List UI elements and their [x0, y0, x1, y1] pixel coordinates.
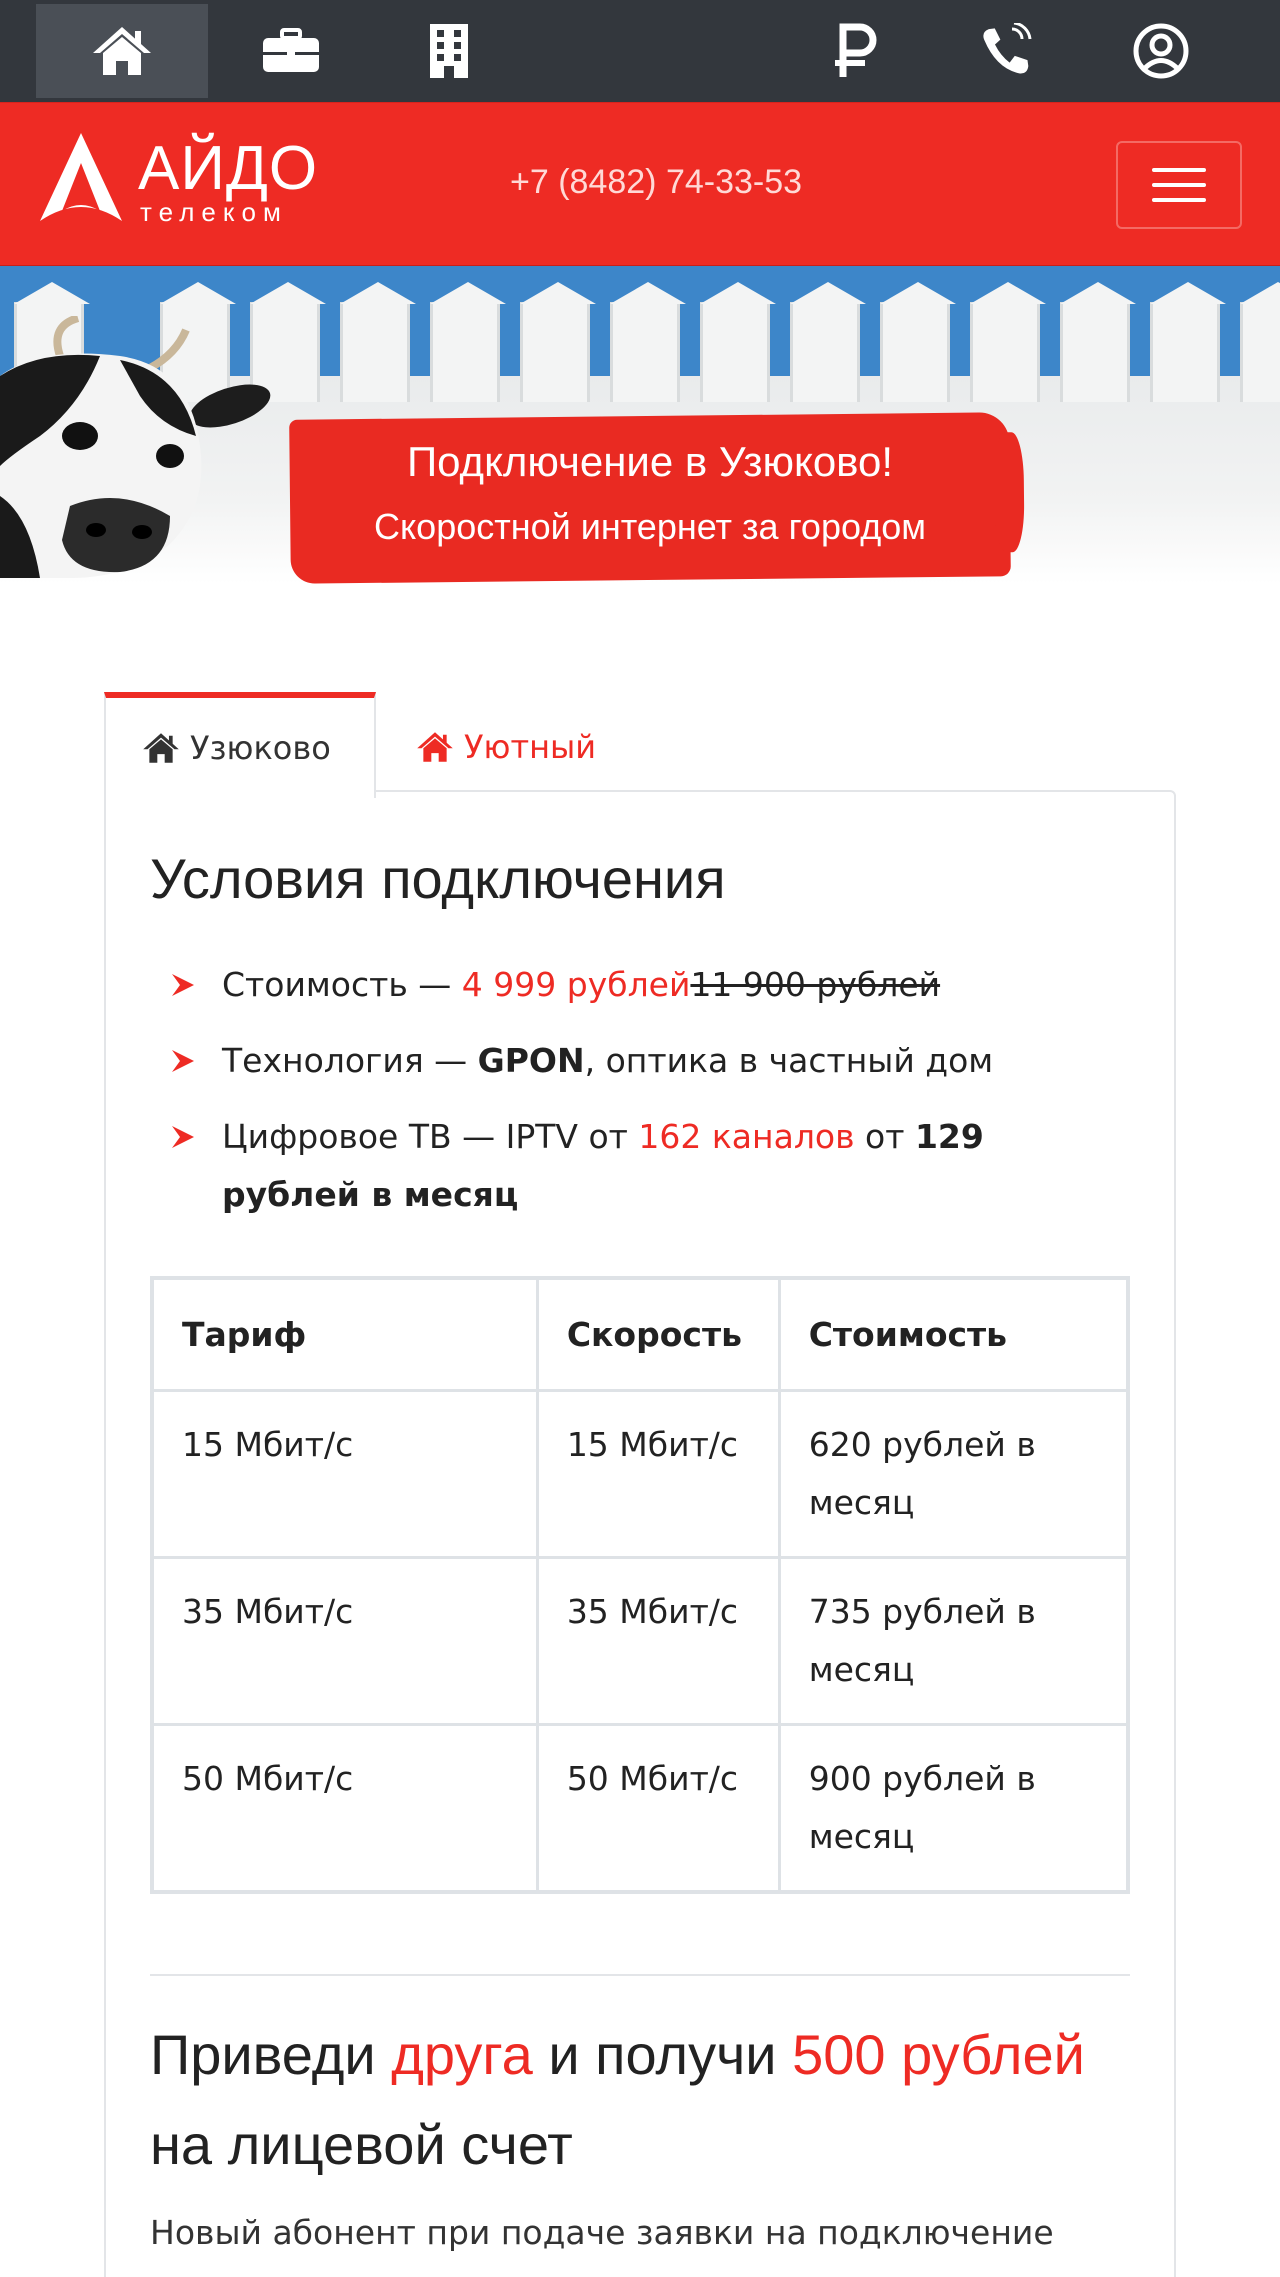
briefcase-icon: [261, 26, 321, 76]
referral-title: Приведи друга и получи 500 рублей на лицевой счет: [150, 2023, 1085, 2176]
nav-home[interactable]: [36, 4, 208, 98]
nav-buildings[interactable]: [386, 4, 512, 98]
table-cell: 900 рублей в месяц: [779, 1724, 1128, 1892]
table-cell: 735 рублей в месяц: [779, 1557, 1128, 1724]
nav-account[interactable]: [1098, 4, 1224, 98]
logo-sub-text: телеком: [140, 197, 288, 227]
table-row: [152, 1724, 1128, 1892]
phone-call-icon: [980, 23, 1032, 79]
channels-link[interactable]: 162 каналов: [638, 1117, 855, 1156]
cost-old-price: 11 900 рублей: [690, 965, 941, 1004]
referral-text: Новый абонент при подаче заявки на подключение: [150, 2213, 1054, 2252]
banner-title: Подключение в Узюково!: [406, 438, 894, 485]
tab-uyutny[interactable]: [416, 692, 596, 796]
tab-label: Узюково: [190, 729, 331, 767]
table-cell: 35 Мбит/с: [537, 1557, 779, 1724]
chevron-right-icon: [170, 1048, 196, 1074]
building-icon: [424, 22, 474, 80]
logo-main-text: АЙДО: [138, 134, 319, 203]
section-divider: [150, 1974, 1130, 1976]
column-header: Стоимость: [779, 1278, 1128, 1390]
condition-tv: Цифровое ТВ — IPTV от 162 каналов от 129 рублей в месяц: [170, 1108, 1130, 1224]
logo[interactable]: [38, 131, 338, 231]
table-cell: 35 Мбит/с: [152, 1557, 537, 1724]
column-header: Тариф: [152, 1278, 537, 1390]
nav-business[interactable]: [226, 4, 356, 98]
column-header: Скорость: [537, 1278, 779, 1390]
table-cell: 620 рублей в месяц: [779, 1390, 1128, 1557]
user-circle-icon: [1132, 22, 1190, 80]
table-header-row: [152, 1278, 1128, 1390]
top-nav-bar: [0, 0, 1280, 102]
location-tabs: [104, 692, 1176, 796]
home-icon: [416, 731, 454, 763]
cost-price: 4 999 рублей: [461, 965, 691, 1004]
condition-technology: Технология — GPON, оптика в частный дом: [170, 1032, 1130, 1090]
tab-uzyukovo[interactable]: [104, 692, 376, 798]
cow-image: [0, 316, 300, 584]
hero-banner: [0, 266, 1280, 584]
conditions-list: [170, 956, 1130, 1242]
logo-icon: [38, 133, 124, 225]
nav-contacts[interactable]: [946, 4, 1066, 98]
chevron-right-icon: [170, 1124, 196, 1150]
condition-cost: Стоимость — 4 999 рублей11 900 рублей: [170, 956, 1130, 1014]
header-phone-link[interactable]: +7 (8482) 74-33-53: [510, 163, 803, 201]
table-cell: 50 Мбит/с: [537, 1724, 779, 1892]
table-cell: 50 Мбит/с: [152, 1724, 537, 1892]
site-header: [0, 102, 1280, 266]
table-row: [152, 1557, 1128, 1724]
table-cell: 15 Мбит/с: [152, 1390, 537, 1557]
tab-label: Уютный: [464, 728, 597, 766]
conditions-title: Условия подключения: [150, 847, 726, 910]
chevron-right-icon: [170, 972, 196, 998]
hamburger-icon: [1152, 168, 1206, 172]
table-row: [152, 1390, 1128, 1557]
menu-toggle-button[interactable]: [1116, 141, 1242, 229]
nav-payment[interactable]: [796, 4, 916, 98]
table-cell: 15 Мбит/с: [537, 1390, 779, 1557]
banner-subtitle: Скоростной интернет за городом: [374, 506, 926, 547]
home-icon: [91, 25, 153, 77]
tariff-table: [150, 1276, 1130, 1894]
home-icon: [142, 732, 180, 764]
ruble-icon: [833, 23, 879, 79]
